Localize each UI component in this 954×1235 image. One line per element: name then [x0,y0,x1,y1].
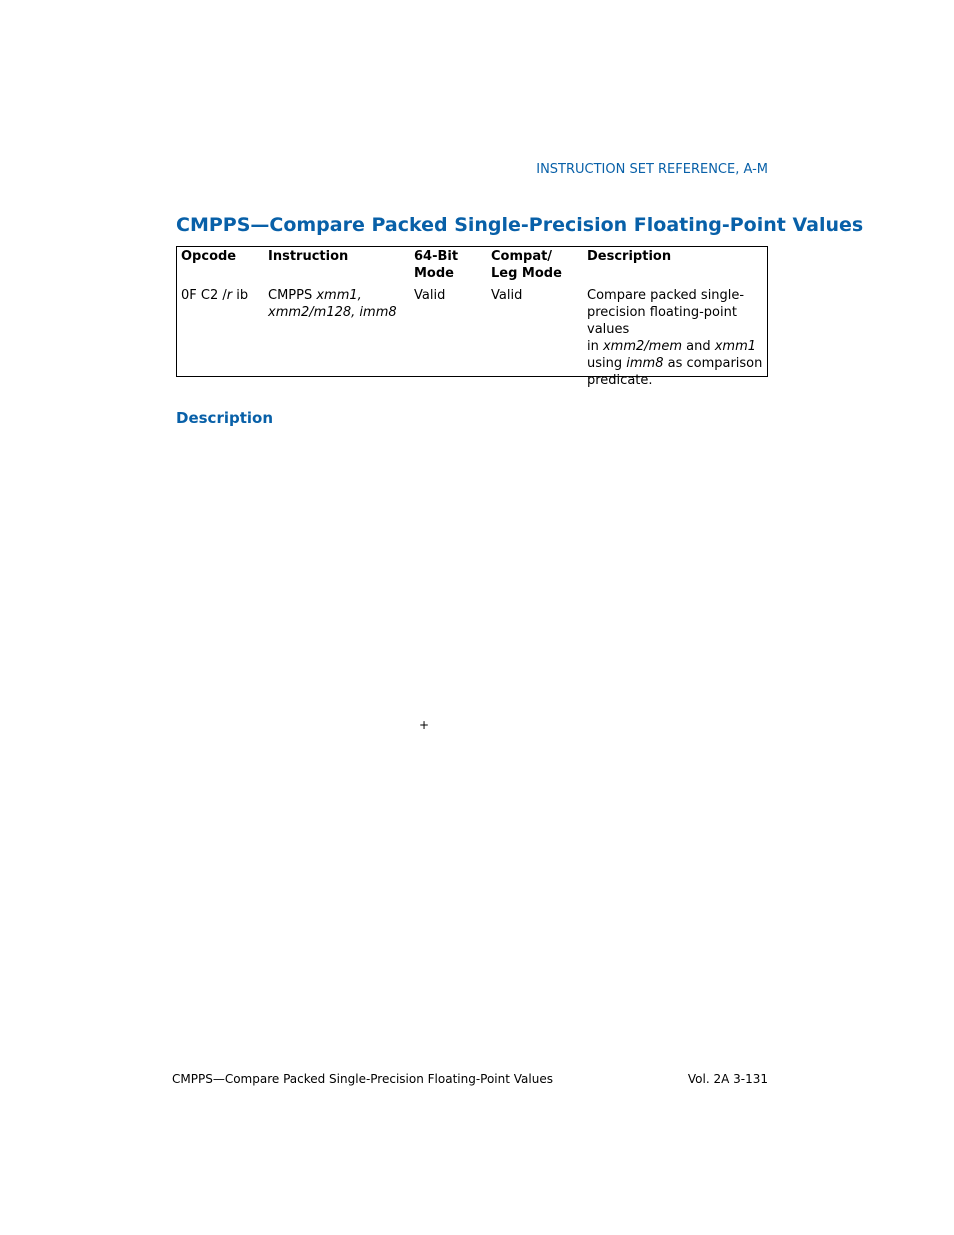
instr-mnemonic: CMPPS [268,288,317,303]
cell-compat-mode: Valid [491,288,523,303]
cell-64bit-mode: Valid [414,288,446,303]
instr-op1: xmm1, [316,288,362,303]
header-opcode: Opcode [181,249,237,264]
desc-imm: imm8 [626,356,664,371]
page-title: CMPPS—Compare Packed Single-Precision Floating-Point Values [176,214,864,236]
header-compat-line1: Compat/ [491,249,553,264]
opcode-prefix: 0F C2 / [181,288,227,303]
description-heading: Description [176,409,274,427]
instr-ops-line2: xmm2/m128, imm8 [268,305,397,320]
header-description: Description [587,249,672,264]
desc-line2: precision floating-point values [587,305,737,337]
opcode-suffix: ib [232,288,249,303]
header-compat-mode [491,248,583,282]
header-instruction: Instruction [268,249,349,264]
header-64bit-line2: Mode [414,266,454,281]
plus-mark: + [419,718,430,732]
header-64bit-mode [414,248,486,282]
header-64bit-line1: 64-Bit [414,249,459,264]
desc-line4 [587,355,767,372]
desc-line3 [587,338,767,355]
opcode-table [176,246,768,388]
desc-and: and [681,339,715,354]
footer-page-number: Vol. 2A 3-131 [687,1072,768,1086]
desc-in: in [587,339,603,354]
desc-as: as comparison [663,356,763,371]
desc-line1: Compare packed single- [587,288,745,303]
header-compat-line2: Leg Mode [491,266,562,281]
footer-title: CMPPS—Compare Packed Single-Precision Floating-Point Values [172,1072,553,1086]
desc-dst: xmm1 [714,339,757,354]
cell-instruction [268,287,410,321]
cell-opcode [181,287,265,304]
running-header: INSTRUCTION SET REFERENCE, A-M [536,162,768,177]
cell-description [587,287,767,389]
desc-line5: predicate. [587,373,653,388]
desc-using: using [587,356,627,371]
opcode-r: r [226,288,233,303]
desc-src: xmm2/mem [602,339,682,354]
